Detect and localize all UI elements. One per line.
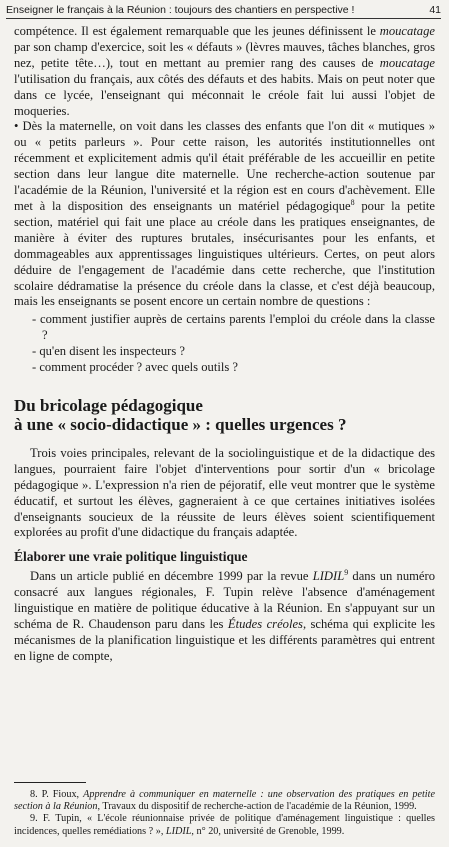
paragraph-bricolage: Trois voies principales, relevant de la sociolinguistique et de la didactique des langues, pourraient faire l'objet d'interventions pour sortir d'un « bricolage pédagogique ». L'expression n'a rien de péjoratif, elle veut montrer que le système éducatif, et surtout les élèves, gagneraient à ce que certaines initiatives isolées d'enseignants soucieux de la réussite de leurs élèves soient scientifiquement explorées au profit d'une didactique du français adaptée. bbox=[14, 445, 435, 540]
section-heading bbox=[14, 396, 435, 434]
footnote-8 bbox=[14, 789, 435, 813]
footnote-ref-8[interactable]: 8 bbox=[350, 197, 355, 207]
subsection-heading: Élaborer une vraie politique linguistique bbox=[14, 549, 248, 565]
text-run: par son champ d'exercice, soit les « défauts » (lèvres mauves, tâches blanches, gros nez, petite tête…), tout en mettant au premier rang des causes de bbox=[14, 39, 435, 70]
question-item: - comment procéder ? avec quels outils ? bbox=[32, 360, 238, 375]
text-run: • Dès la maternelle, on voit dans les classes des enfants que l'on dit « mutiques » ou « petits parleurs ». Pour cette raison, les autorités institutionnelles ont récemment et explicitement admis qu'il était préférable de les accueillir en petite section dans leur langue dite maternelle. Une recherche-action soutenue par l'académie de la Réunion, l'université et la région est en cours d'achèvement. Elle met à la disposition des enseignants un matériel pédagogique bbox=[14, 119, 435, 213]
heading-line: à une « socio-didactique » : quelles urgences ? bbox=[14, 414, 347, 434]
page-number: 41 bbox=[429, 4, 441, 16]
footnote-9 bbox=[14, 813, 435, 837]
text-run: 9. F. Tupin, « L'école réunionnaise privée de politique d'aménagement linguistique : quelles incidences, quelles remédiations ? », bbox=[14, 813, 435, 837]
text-run: 8. P. Fioux, bbox=[30, 789, 84, 800]
main-text bbox=[14, 24, 435, 665]
text-run: Dans un article publié en décembre 1999 par la revue bbox=[30, 569, 313, 584]
paragraph-politique bbox=[14, 569, 435, 664]
text-run: l'utilisation du français, aux côtés des défauts et des habits. Mais on peut noter que dans ce lycée, l'enseignant qui méconnait le créole fait lui aussi l'objet de moqueries. bbox=[14, 71, 435, 118]
paragraph-maternelle bbox=[14, 119, 435, 310]
text-run: , n° 20, université de Grenoble, 1999. bbox=[191, 825, 345, 837]
italic-term: moucatage bbox=[379, 24, 435, 38]
footnote-divider bbox=[14, 782, 86, 783]
question-item: - comment justifier auprès de certains parents l'emploi du créole dans la classe ? bbox=[32, 312, 435, 343]
question-item: - qu'en disent les inspecteurs ? bbox=[32, 344, 186, 359]
text-run: pour la petite section, matériel qui fait une place au créole dans les pratiques enseignantes, de manière à éviter des ruptures brutales, insécurisantes pour les enfants, et dommageables aux apprentissages linguistiques ultérieurs. Certes, on peut alors déduire de l'engagement de l'académie dans cette recherche, que l'institution scolaire dédramatise la présence du créole dans la classe, et c'est déjà beaucoup, mais les enseignants se posent encore un certain nombre de questions : bbox=[14, 198, 435, 309]
text-run: dans un numéro consacré aux langues régionales, F. Tupin relève l'absence d'aménagement linguistique en matière de politique éducative à la Réunion. En s'appuyant sur un schéma de R. Chaudenson paru dans les bbox=[14, 569, 435, 631]
italic-term: moucatage bbox=[379, 55, 435, 70]
italic-term: Apprendre à communiquer en maternelle : une observation des pratiques en petite section à la Réunion bbox=[14, 789, 435, 813]
text-run: , Travaux du dispositif de recherche-action de l'académie de la Réunion, 1999. bbox=[97, 801, 417, 813]
italic-term: LIDIL bbox=[312, 569, 345, 584]
footnote-ref-9[interactable]: 9 bbox=[344, 568, 349, 578]
running-header bbox=[6, 4, 441, 19]
text-run: , schéma qui explicite les mécanismes de la planification linguistique et les différents paramètres qui entrent en ligne de compte, bbox=[14, 617, 435, 663]
paragraph-moucatage bbox=[14, 24, 435, 119]
footnotes bbox=[14, 782, 435, 838]
italic-term: Études créoles bbox=[227, 617, 303, 631]
text-run: compétence. Il est également remarquable que les jeunes définissent le bbox=[14, 24, 380, 38]
running-title: Enseigner le français à la Réunion : toujours des chantiers en perspective ! bbox=[6, 4, 355, 16]
heading-line: Du bricolage pédagogique bbox=[14, 395, 203, 415]
question-list bbox=[14, 312, 435, 376]
italic-term: LIDIL bbox=[165, 825, 192, 837]
